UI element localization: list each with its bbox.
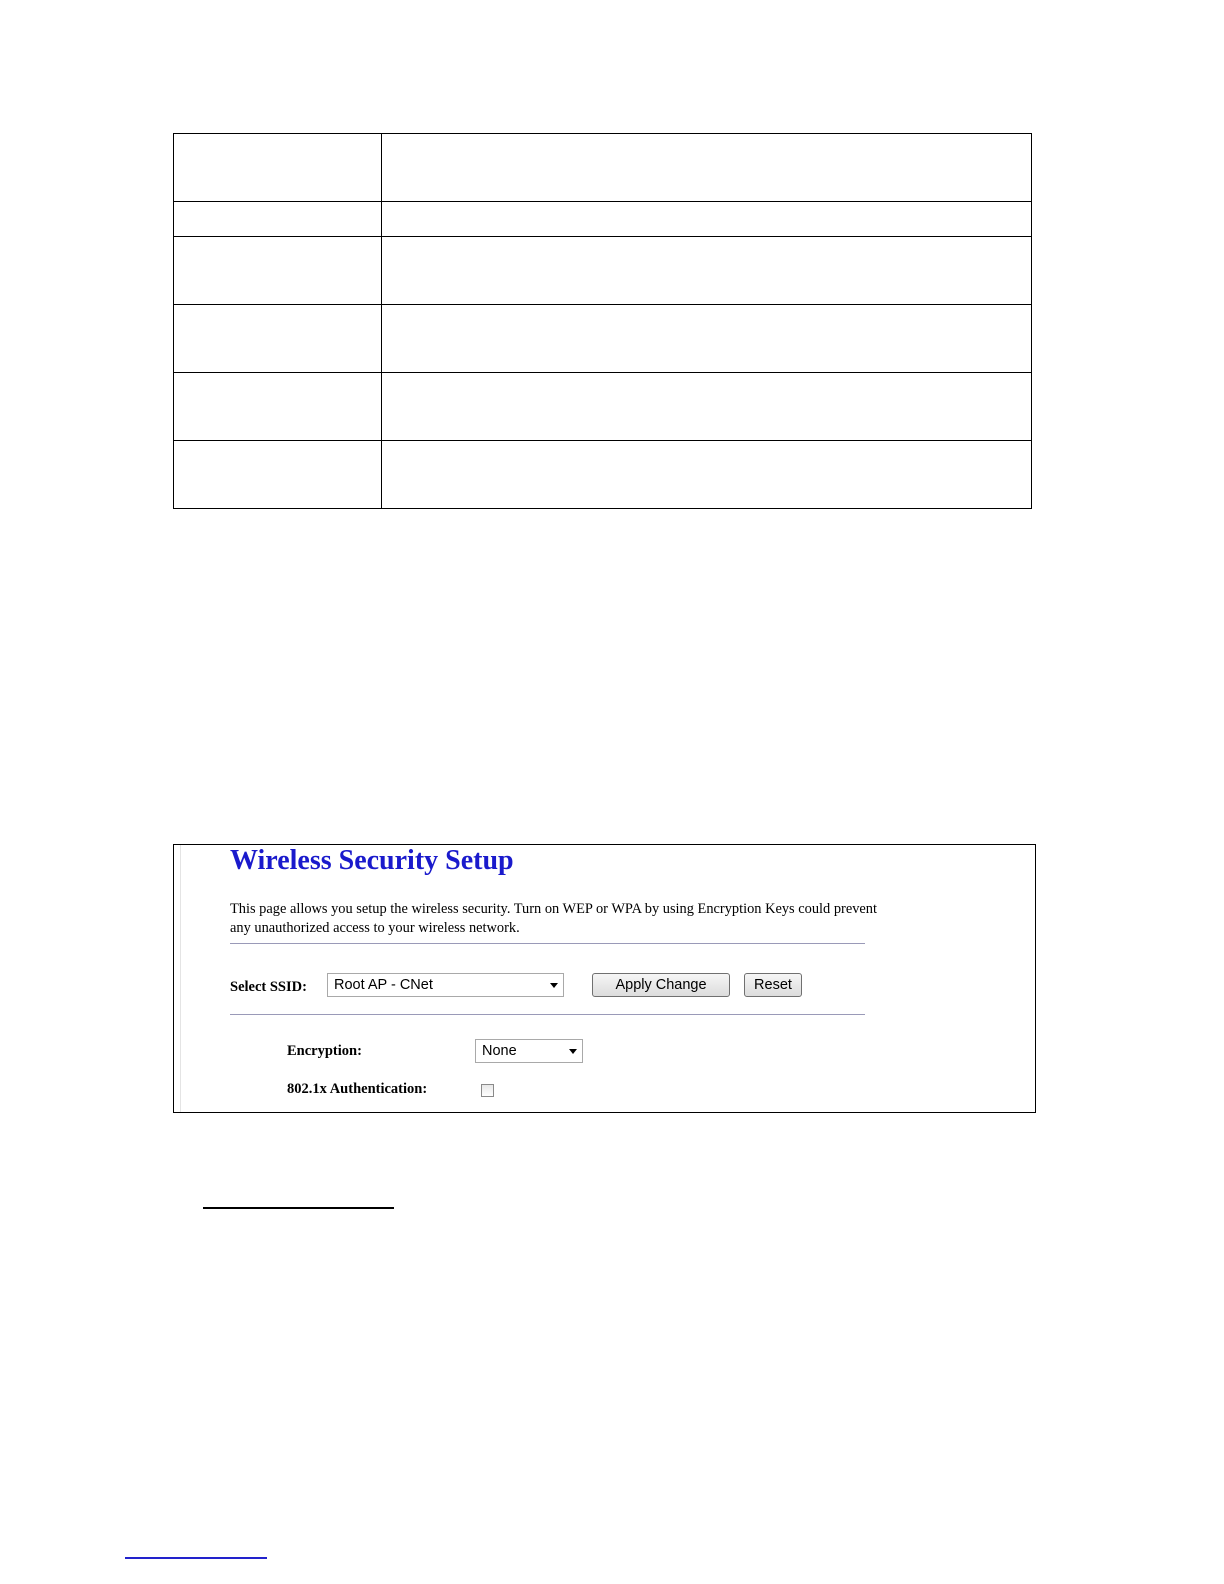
table-row [174,305,1032,373]
reset-button[interactable]: Reset [744,973,802,997]
apply-change-button[interactable]: Apply Change [592,973,730,997]
divider [230,1014,865,1015]
table-cell [174,373,382,441]
table-cell [174,202,382,237]
table-row [174,441,1032,509]
table-row [174,134,1032,202]
table-cell [174,441,382,509]
wireless-security-screenshot [173,844,1036,1113]
table-cell [382,134,1032,202]
chevron-down-icon [569,1049,577,1054]
table-cell [382,305,1032,373]
auth-checkbox[interactable] [481,1084,494,1097]
table-cell [174,237,382,305]
table-row [174,202,1032,237]
page-description: This page allows you setup the wireless security. Turn on WEP or WPA by using Encryption Keys could prevent any unauthorized access to your wireless network. [230,901,877,936]
encryption-select[interactable] [475,1039,583,1063]
table-cell [382,441,1032,509]
ssid-select-value: Root AP - CNet [334,977,433,993]
encryption-label: Encryption: [287,1043,362,1059]
link-underline [125,1557,267,1559]
ssid-select[interactable] [327,973,564,997]
table-cell [174,305,382,373]
table-cell [382,237,1032,305]
panel-edge [180,845,181,1112]
chevron-down-icon [550,983,558,988]
select-ssid-label: Select SSID: [230,979,307,995]
table-cell [174,134,382,202]
table-row [174,373,1032,441]
divider [230,943,865,944]
table-cell [382,373,1032,441]
table-row [174,237,1032,305]
table-cell [382,202,1032,237]
auth-label: 802.1x Authentication: [287,1081,428,1097]
page-title: Wireless Security Setup [230,845,514,876]
settings-table [173,133,1032,509]
encryption-select-value: None [482,1043,517,1059]
underline-mark [203,1207,394,1209]
